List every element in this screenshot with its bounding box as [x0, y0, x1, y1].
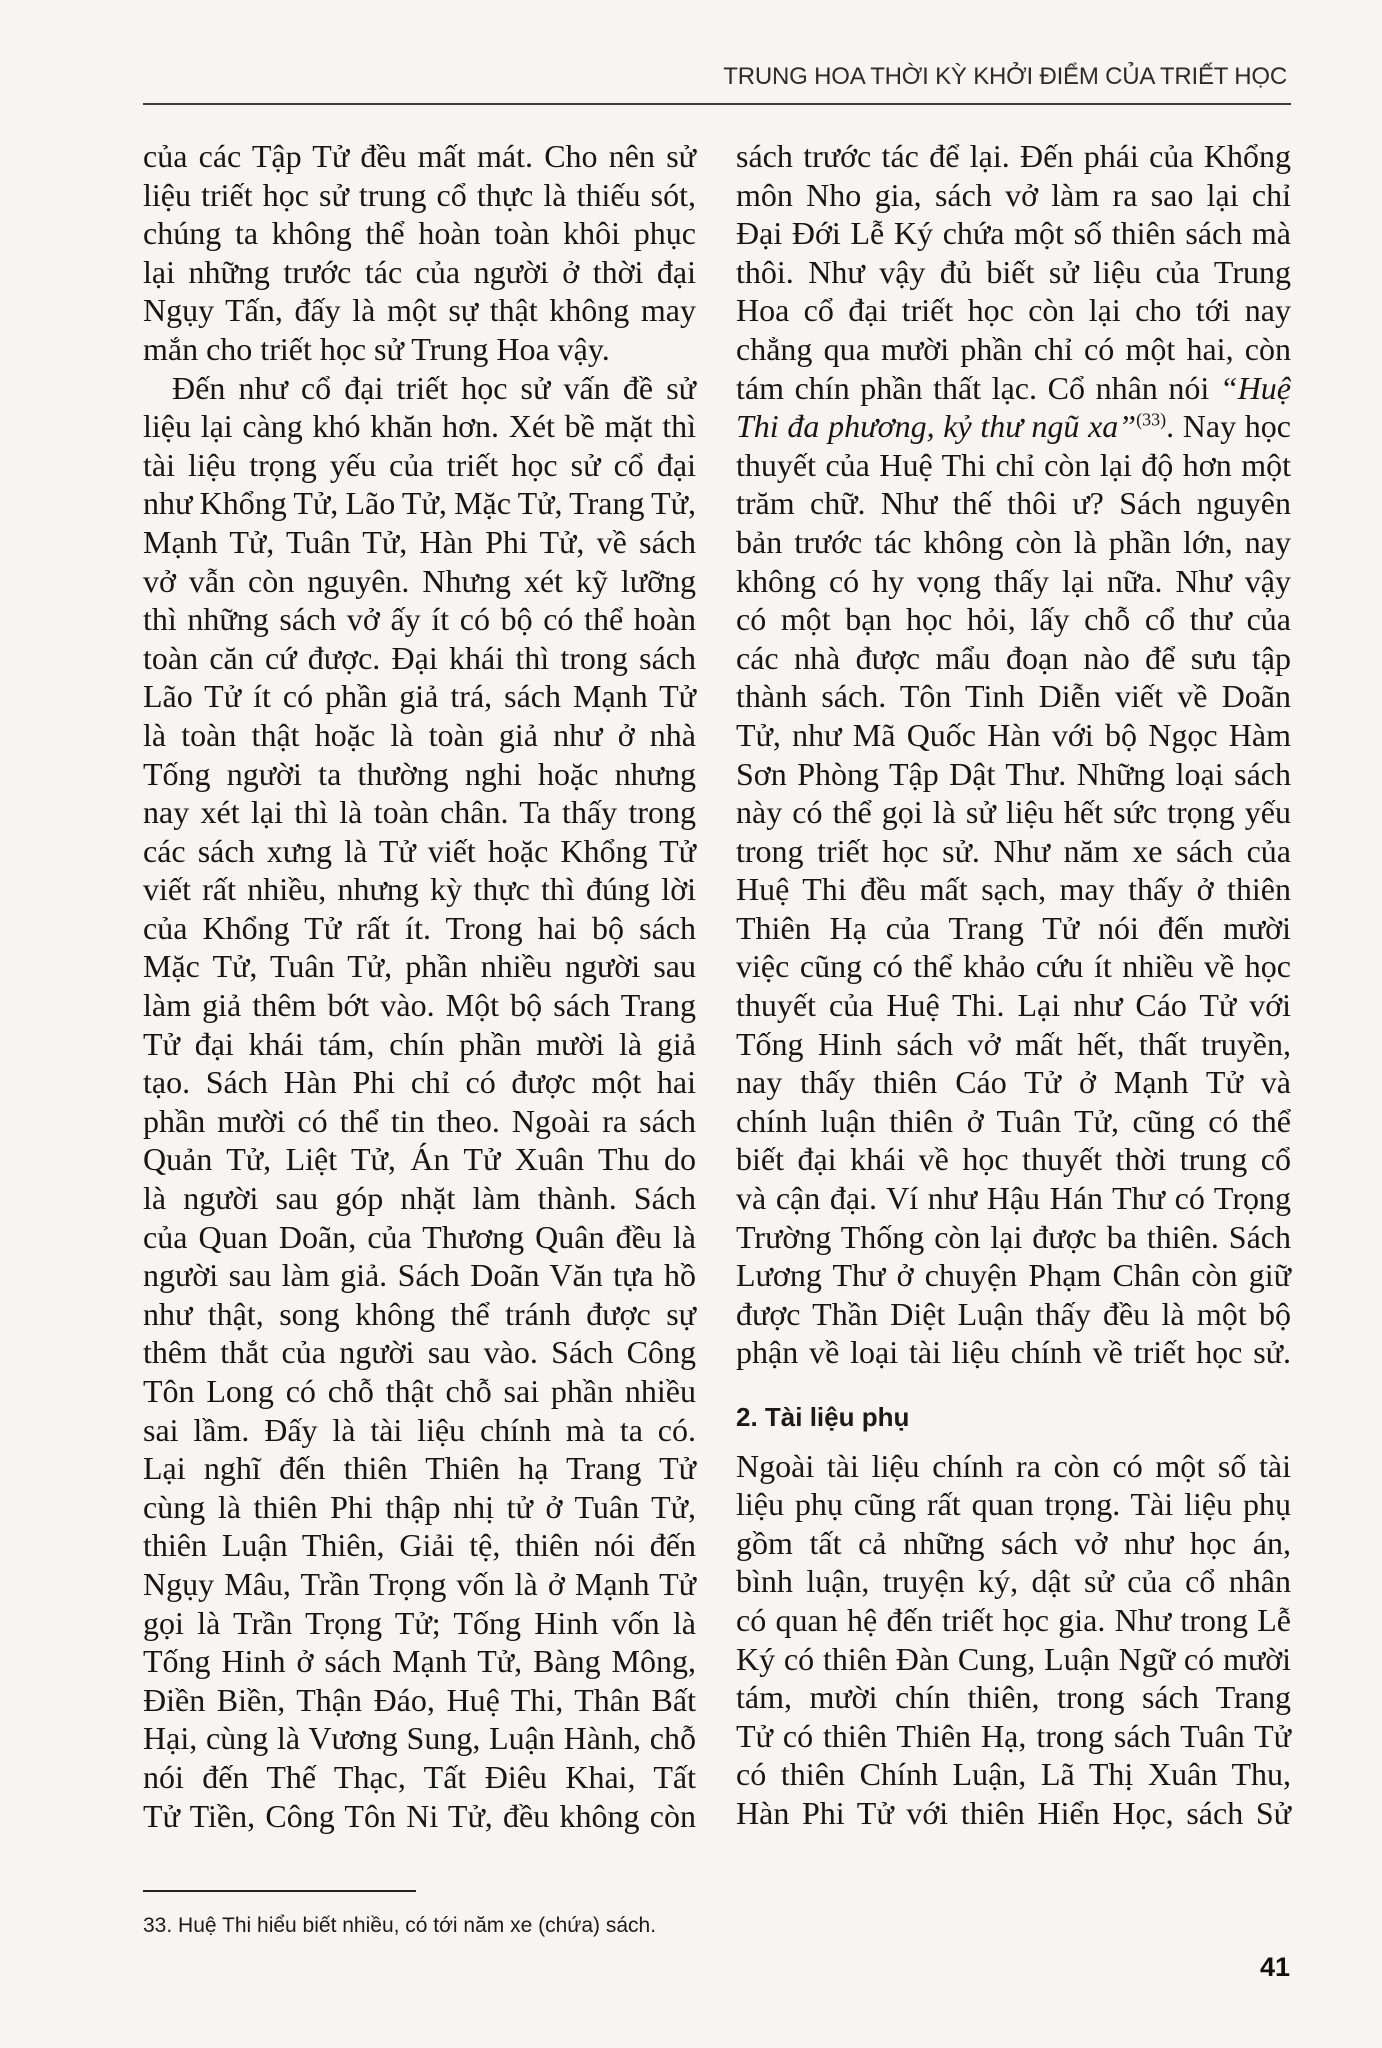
text-line: Mạnh Tử, Tuân Tử, Hàn Phi Tử, về sách — [143, 523, 696, 560]
text-line: Huệ Thi đều mất sạch, may thấy ở thiên — [736, 871, 1291, 908]
text-line: tài liệu trọng yếu của triết học sử cổ đại — [143, 446, 696, 483]
text-line: viết rất nhiều, nhưng kỳ thực thì đúng lời — [143, 871, 696, 908]
footnote-rule — [143, 1890, 416, 1892]
text-line: Mặc Tử, Tuân Tử, phần nhiều người sau — [143, 948, 696, 985]
text-line: chúng ta không thể hoàn toàn khôi phục — [143, 215, 696, 252]
text-line — [736, 369, 1291, 408]
text-line: liệu lại càng khó khăn hơn. Xét bề mặt thì — [143, 408, 696, 445]
text-line: biết đại khái về học thuyết thời trung cổ — [736, 1141, 1291, 1178]
text-line: Ngụy Tấn, đấy là một sự thật không may — [143, 292, 696, 329]
text-line: Lương Thư ở chuyện Phạm Chân còn giữ — [736, 1257, 1291, 1294]
text-line: Hoa cổ đại triết học còn lại cho tới nay — [736, 292, 1291, 329]
text-line: mắn cho triết học sử Trung Hoa vậy. — [143, 330, 610, 367]
text-line: của Khổng Tử rất ít. Trong hai bộ sách — [143, 909, 696, 946]
text-line: và cận đại. Ví như Hậu Hán Thư có Trọng — [736, 1180, 1291, 1217]
text-line: chẳng qua mười phần chỉ có một hai, còn — [736, 330, 1291, 367]
text-line: có một bạn học hỏi, lấy chỗ cổ thư của — [736, 601, 1291, 638]
text-line: tám, mười chín thiên, trong sách Trang — [736, 1679, 1291, 1716]
paragraph — [143, 137, 696, 369]
text-line: này có thể gọi là sử liệu hết sức trọng yếu — [736, 794, 1291, 831]
text-line: toàn căn cứ được. Đại khái thì trong sách — [143, 639, 696, 676]
text-line: như thật, song không thể tránh được sự — [143, 1295, 696, 1332]
footnote: 33. Huệ Thi hiểu biết nhiều, có tới năm xe (chứa) sách. — [143, 1914, 657, 1937]
text-line: sách trước tác để lại. Đến phái của Khổng — [736, 138, 1291, 174]
text-line: như Khổng Tử, Lão Tử, Mặc Tử, Trang Tử, — [143, 485, 696, 522]
text-line: Điền Biền, Thận Đáo, Huệ Thi, Thân Bất — [143, 1681, 696, 1718]
text-line: bản trước tác không còn là phần lớn, nay — [736, 523, 1291, 560]
text-line: liệu phụ cũng rất quan trọng. Tài liệu phụ — [736, 1486, 1291, 1523]
text-line: tạo. Sách Hàn Phi chỉ có được một hai — [143, 1064, 696, 1101]
running-header: TRUNG HOA THỜI KỲ KHỞI ĐIỂM CỦA TRIẾT HỌC — [723, 63, 1287, 90]
text-line: Ngụy Mâu, Trần Trọng vốn là ở Mạnh Tử — [143, 1565, 696, 1602]
text-line: gồm tất cả những sách vở như học án, — [736, 1524, 1291, 1561]
emphasized-text: “Huệ — [1219, 369, 1291, 406]
paragraph — [736, 137, 1291, 1372]
text-line: Tử đại khái tám, chín phần mười là giả — [143, 1025, 696, 1062]
text-line: việc cũng có thể khảo cứu ít nhiều về học — [736, 948, 1291, 985]
text-line: môn Nho gia, sách vở làm ra sao lại chỉ — [736, 176, 1291, 213]
page-number: 41 — [1259, 1952, 1290, 1982]
text-line: không có hy vọng thấy lại nữa. Như vậy — [736, 562, 1291, 599]
text-line: thuyết của Huệ Thi. Lại như Cáo Tử với — [736, 987, 1291, 1024]
text-line: thiên Luận Thiên, Giải tệ, thiên nói đến — [143, 1527, 696, 1564]
text-line: nay thấy thiên Cáo Tử ở Mạnh Tử và — [736, 1064, 1291, 1101]
text-segment: tám chín phần thất lạc. Cổ nhân nói — [736, 369, 1220, 406]
text-line: thôi. Như vậy đủ biết sử liệu của Trung — [736, 253, 1291, 290]
text-line: làm giả thêm bớt vào. Một bộ sách Trang — [143, 987, 696, 1024]
text-line: phần mười có thể tin theo. Ngoài ra sách — [143, 1102, 696, 1139]
text-line: Ký có thiên Đàn Cung, Luận Ngữ có mười — [736, 1640, 1291, 1677]
text-line: liệu triết học sử trung cổ thực là thiếu sót, — [143, 176, 696, 213]
text-line: cùng là thiên Phi thập nhị tử ở Tuân Tử, — [143, 1488, 696, 1525]
paragraph — [736, 1447, 1291, 1833]
header-rule — [143, 103, 1291, 105]
left-column — [143, 137, 696, 1835]
text-line: Tử có thiên Thiên Hạ, trong sách Tuân Tử — [736, 1717, 1291, 1754]
text-line: Đến như cổ đại triết học sử vấn đề sử — [172, 369, 696, 406]
text-line: có quan hệ đến triết học gia. Như trong Lễ — [736, 1601, 1291, 1638]
text-line: gọi là Trần Trọng Tử; Tống Hinh vốn là — [143, 1604, 696, 1641]
text-line: thành sách. Tôn Tinh Diễn viết về Doãn — [736, 678, 1291, 715]
text-line: bình luận, truyện ký, dật sử của cổ nhân — [736, 1563, 1291, 1600]
text-line: là người sau góp nhặt làm thành. Sách — [143, 1180, 696, 1217]
text-line: Tôn Long có chỗ thật chỗ sai phần nhiều — [143, 1373, 696, 1409]
right-column — [736, 137, 1291, 1833]
text-line: thêm thắt của người sau vào. Sách Công — [143, 1334, 696, 1371]
text-line: nay xét lại thì là toàn chân. Ta thấy trong — [143, 794, 696, 831]
text-line — [736, 407, 1291, 446]
text-line: Sơn Phòng Tập Dật Thư. Những loại sách — [736, 755, 1291, 792]
section-heading: 2. Tài liệu phụ — [736, 1402, 910, 1432]
text-line: Lại nghĩ đến thiên Thiên hạ Trang Tử — [143, 1450, 696, 1487]
text-line: Hại, cùng là Vương Sung, Luận Hành, chỗ — [143, 1720, 696, 1757]
text-line: Tử, như Mã Quốc Hàn với bộ Ngọc Hàm — [736, 716, 1291, 753]
paragraph — [143, 369, 696, 1836]
text-line: sai lầm. Đấy là tài liệu chính mà ta có. — [143, 1411, 696, 1448]
text-line: trăm chữ. Như thế thôi ư? Sách nguyên — [736, 485, 1291, 522]
text-line: chính luận thiên ở Tuân Tử, cũng có thể — [736, 1102, 1291, 1139]
text-line: nói đến Thế Thạc, Tất Điêu Khai, Tất — [143, 1758, 696, 1795]
text-line: Đại Đới Lễ Ký chứa một số thiên sách mà — [736, 215, 1291, 252]
text-line: vở vẫn còn nguyên. Nhưng xét kỹ lưỡng — [143, 562, 696, 599]
text-line: lại những trước tác của người ở thời đại — [143, 253, 696, 290]
text-line: Trường Thống còn lại được ba thiên. Sách — [736, 1218, 1291, 1255]
text-segment: . Nay học — [1166, 408, 1292, 445]
text-line: Quản Tử, Liệt Tử, Án Tử Xuân Thu do — [143, 1141, 696, 1178]
text-line: Tống Hinh sách vở mất hết, thất truyền, — [736, 1025, 1291, 1062]
text-line: Thiên Hạ của Trang Tử nói đến mười — [736, 909, 1291, 946]
text-line: là toàn thật hoặc là toàn giả như ở nhà — [143, 716, 696, 753]
text-line: người sau làm giả. Sách Doãn Văn tựa hồ — [143, 1257, 696, 1294]
text-line: các sách xưng là Tử viết hoặc Khổng Tử — [143, 832, 696, 869]
text-line: Tống Hinh ở sách Mạnh Tử, Bàng Mông, — [143, 1643, 696, 1680]
text-line: có thiên Chính Luận, Lã Thị Xuân Thu, — [736, 1756, 1291, 1793]
text-line: Tống người ta thường nghi hoặc nhưng — [143, 755, 696, 792]
text-line: thì những sách vở ấy ít có bộ có thể hoàn — [143, 601, 696, 638]
text-line: Tử Tiền, Công Tôn Ni Tử, đều không còn — [143, 1797, 696, 1834]
text-line: các nhà được mẩu đoạn nào để sưu tập — [736, 639, 1291, 676]
text-line: phận về loại tài liệu chính về triết học sử. — [736, 1334, 1291, 1371]
text-line: thuyết của Huệ Thi chỉ còn lại độ hơn một — [736, 446, 1291, 483]
text-line: Ngoài tài liệu chính ra còn có một số tài — [736, 1447, 1291, 1484]
emphasized-text: Thi đa phương, kỷ thư ngũ xa” — [736, 408, 1137, 445]
text-line: của Quan Doãn, của Thương Quân đều là — [143, 1218, 696, 1255]
text-line: của các Tập Tử đều mất mát. Cho nên sử — [143, 138, 696, 174]
footnote-reference: (33) — [1136, 409, 1167, 430]
text-line: Hàn Phi Tử với thiên Hiển Học, sách Sử — [736, 1794, 1291, 1831]
text-line: Lão Tử ít có phần giả trá, sách Mạnh Tử — [143, 678, 696, 715]
text-line: được Thần Diệt Luận thấy đều là một bộ — [736, 1295, 1291, 1332]
text-line: trong triết học sử. Như năm xe sách của — [736, 832, 1291, 869]
